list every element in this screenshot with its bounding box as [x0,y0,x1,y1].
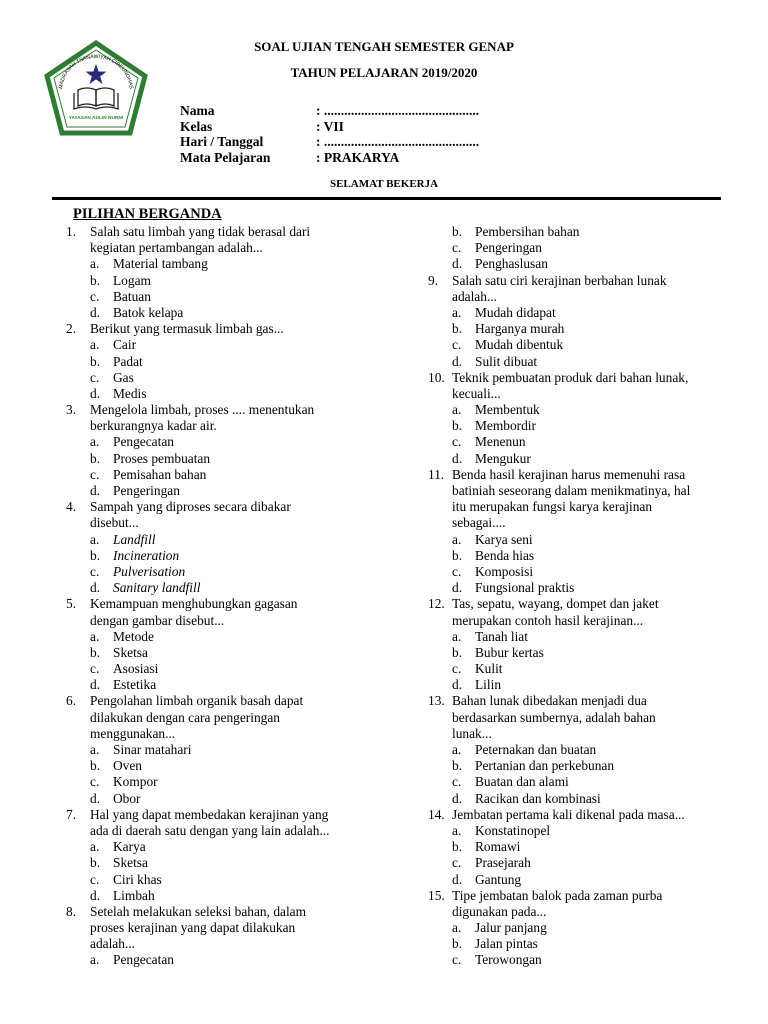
question-text: adalah... [452,288,497,304]
question-text: proses kerajinan yang dapat dilakukan [90,920,296,936]
option-letter: a. [90,256,100,272]
option-letter: b. [452,418,463,434]
question-text: disebut... [90,515,139,531]
option-text: Romawi [475,839,521,855]
answer-option [428,774,728,790]
option-letter: c. [452,337,462,353]
option-text: Terowongan [475,952,542,968]
question-column-left [66,224,366,969]
answer-option [66,855,366,871]
option-letter: c. [90,563,100,579]
option-text: Pulverisation [113,563,186,579]
question-text: berkurangnya kadar air. [90,418,217,434]
question-continuation [66,823,366,839]
greeting: SELAMAT BEKERJA [329,178,439,190]
option-text: Landfill [113,531,156,547]
option-text: Sketsa [113,855,148,871]
answer-option [428,742,728,758]
question-line [66,807,366,823]
option-letter: c. [452,240,462,256]
option-letter: b. [452,224,463,239]
question-line [66,693,366,709]
question-text: berdasarkan sumbernya, adalah bahan [452,709,656,725]
option-text: Jalur panjang [475,920,547,936]
question-continuation [66,613,366,629]
question-line [66,224,366,240]
option-text: Incineration [113,547,180,563]
question-text: Tas, sepatu, wayang, dompet dan jaket [452,596,659,612]
answer-option [66,580,366,596]
question-text: Benda hasil kerajinan harus memenuhi rasa [452,466,686,482]
option-letter: a. [90,337,100,353]
question-line [66,904,366,920]
question-text: Bahan lunak dibedakan menjadi dua [452,693,647,709]
option-letter: b. [452,839,463,855]
answer-option [66,677,366,693]
question-continuation [66,920,366,936]
option-text: Medis [113,385,147,401]
question-text: Pengolahan limbah organik basah dapat [90,693,304,709]
question-continuation [66,726,366,742]
option-letter: b. [90,450,101,466]
option-text: Pengecatan [113,952,174,968]
option-text: Tanah liat [475,628,528,644]
answer-option [66,888,366,904]
option-text: Oven [113,758,143,774]
answer-option [66,774,366,790]
option-text: Pengeringan [475,240,542,256]
option-text: Metode [113,628,154,644]
question-text: Kemampuan menghubungkan gagasan [90,596,298,612]
question-text: digunakan pada... [452,903,547,919]
question-text: Sampah yang diproses secara dibakar [90,499,291,515]
answer-option [66,645,366,661]
question-text: Salah satu ciri kerajinan berbahan lunak [452,272,667,288]
question-continuation [66,710,366,726]
option-text: Sinar matahari [113,742,192,757]
option-text: Gas [113,369,134,385]
question-line [428,596,728,612]
answer-option [428,677,728,693]
option-text: Limbah [113,887,155,903]
option-text: Membordir [475,418,536,434]
answer-option [428,580,728,596]
option-text: Sulit dibuat [475,353,538,369]
answer-option [428,839,728,855]
option-letter: c. [90,871,100,887]
question-continuation [428,483,728,499]
answer-option [66,370,366,386]
option-letter: d. [452,580,463,596]
option-letter: b. [90,353,101,369]
option-text: Kompor [113,774,158,790]
answer-option [428,564,728,580]
question-continuation [66,936,366,952]
question-number: 15. [428,887,445,903]
option-letter: b. [452,758,463,774]
option-letter: c. [90,466,100,482]
question-number: 1. [66,224,77,239]
option-letter: a. [452,920,462,936]
option-text: Bubur kertas [475,644,544,660]
question-continuation [428,904,728,920]
question-line [428,888,728,904]
question-column-right [428,224,728,969]
option-letter: d. [90,385,101,401]
info-label: Mata Pelajaran [180,149,271,165]
option-text: Membentuk [475,402,540,418]
answer-option [66,289,366,305]
question-continuation [428,613,728,629]
academic-year: TAHUN PELAJARAN 2019/2020 [290,65,478,80]
info-value: : PRAKARYA [316,149,400,165]
answer-option [428,354,728,370]
question-continuation [428,386,728,402]
question-continuation [428,289,728,305]
option-letter: a. [90,742,100,757]
answer-option [428,224,728,240]
option-text: Ciri khas [113,871,162,887]
option-letter: b. [452,321,463,337]
question-line [66,596,366,612]
question-line [66,499,366,515]
answer-option [428,451,728,467]
answer-option [66,661,366,677]
question-text: lunak... [452,725,492,741]
option-text: Fungsional praktis [475,580,575,596]
info-row-name [180,103,479,119]
option-text: Menenun [475,434,526,450]
option-letter: d. [452,353,463,369]
answer-option [428,434,728,450]
option-letter: a. [452,742,462,757]
answer-option [66,952,366,968]
question-line [428,370,728,386]
option-text: Batok kelapa [113,304,184,320]
option-text: Peternakan dan buatan [475,742,597,757]
question-line [428,807,728,823]
option-text: Gantung [475,871,522,887]
option-text: Buatan dan alami [475,774,569,790]
question-text: batiniah seseorang dalam menikmatinya, hal [452,483,691,498]
question-text: menggunakan... [90,725,176,741]
option-letter: c. [452,952,462,968]
option-text: Penghaslusan [475,256,548,272]
question-number: 4. [66,499,77,515]
answer-option [66,467,366,483]
option-text: Batuan [113,288,151,304]
question-text: adalah... [90,936,135,952]
question-text: merupakan contoh hasil kerajinan... [452,612,644,628]
school-logo-graphic [44,40,148,136]
option-letter: c. [452,434,462,450]
question-continuation [428,726,728,742]
option-text: Sketsa [113,644,148,660]
option-text: Pertanian dan perkebunan [475,758,615,774]
question-text: dilakukan dengan cara pengeringan [90,709,280,725]
option-text: Cair [113,337,137,353]
option-letter: d. [90,677,101,693]
question-text: Salah satu limbah yang tidak berasal dari [90,224,311,239]
question-number: 11. [428,466,445,482]
question-text: Berikut yang termasuk limbah gas... [90,321,284,337]
student-info [180,103,479,165]
option-letter: d. [90,580,101,596]
option-letter: c. [452,661,462,677]
option-letter: a. [90,434,100,450]
option-letter: c. [90,369,100,385]
option-text: Sanitary landfill [113,580,201,596]
option-text: Pembersihan bahan [475,224,580,239]
info-label: Kelas [180,118,213,134]
option-letter: d. [90,887,101,903]
option-letter: b. [452,547,463,563]
answer-option [428,532,728,548]
header-divider [52,197,721,200]
answer-option [66,629,366,645]
answer-option [66,548,366,564]
answer-option [428,952,728,968]
option-text: Harganya murah [475,321,565,337]
option-text: Estetika [113,677,157,693]
answer-option [428,418,728,434]
option-letter: b. [90,272,101,288]
info-row-date [180,134,479,150]
question-text: Teknik pembuatan produk dari bahan lunak, [452,369,689,385]
answer-option [428,936,728,952]
question-number: 6. [66,693,77,709]
info-label: Hari / Tanggal [180,134,264,149]
option-letter: b. [90,547,101,563]
option-text: Pengecatan [113,434,174,450]
answer-option [66,305,366,321]
option-letter: d. [90,790,101,806]
option-letter: a. [452,304,462,320]
option-letter: c. [90,288,100,304]
answer-option [66,564,366,580]
option-text: Pemisahan bahan [113,466,207,482]
question-line [428,273,728,289]
answer-option [66,742,366,758]
option-letter: a. [452,531,462,547]
question-number: 14. [428,806,445,822]
info-value: : .............................................. [316,103,480,118]
question-line [428,693,728,709]
option-letter: b. [452,644,463,660]
question-line [66,402,366,418]
info-value: : VII [316,118,344,134]
answer-option [66,483,366,499]
question-number: 9. [428,272,439,288]
question-number: 12. [428,596,445,612]
option-letter: d. [452,450,463,466]
answer-option [428,791,728,807]
option-letter: d. [452,871,463,887]
option-letter: d. [452,256,463,272]
question-text: kecuali... [452,385,501,401]
option-text: Prasejarah [475,855,531,871]
option-letter: c. [452,774,462,790]
option-text: Mudah didapat [475,304,556,320]
option-letter: b. [90,855,101,871]
answer-option [66,532,366,548]
answer-option [66,354,366,370]
question-continuation [66,515,366,531]
option-text: Proses pembuatan [113,450,211,466]
option-letter: d. [90,483,101,498]
answer-option [428,256,728,272]
question-number: 7. [66,806,77,822]
option-text: Obor [113,790,141,806]
answer-option [428,305,728,321]
question-continuation [428,710,728,726]
question-number: 10. [428,369,445,385]
question-text: Tipe jembatan balok pada zaman purba [452,887,663,903]
answer-option [66,256,366,272]
answer-option [66,758,366,774]
answer-option [428,661,728,677]
answer-option [428,855,728,871]
option-letter: a. [452,628,462,644]
option-letter: c. [452,855,462,871]
answer-option [428,758,728,774]
option-letter: b. [452,936,463,952]
question-text: Setelah melakukan seleksi bahan, dalam [90,903,307,919]
option-letter: a. [452,822,462,838]
info-row-class [180,119,479,135]
answer-option [66,434,366,450]
question-text: Jembatan pertama kali dikenal pada masa... [452,806,685,822]
option-text: Mudah dibentuk [475,337,564,353]
question-text: kegiatan pertambangan adalah... [90,240,263,256]
info-value: : .............................................. [316,134,480,149]
question-number: 3. [66,402,77,418]
info-label: Nama [180,103,215,118]
question-continuation [66,418,366,434]
section-title: PILIHAN BERGANDA [73,206,222,222]
answer-option [428,645,728,661]
answer-option [428,402,728,418]
question-text: dengan gambar disebut... [90,612,225,628]
option-letter: c. [90,774,100,790]
option-text: Karya [113,839,146,855]
option-letter: a. [90,839,100,855]
question-text: ada di daerah satu dengan yang lain adalah... [90,822,330,838]
answer-option [428,321,728,337]
option-text: Kulit [475,661,503,677]
option-letter: a. [90,531,100,547]
question-text: itu merupakan fungsi karya kerajinan [452,499,653,515]
answer-option [66,872,366,888]
question-number: 5. [66,596,77,612]
option-letter: a. [90,628,100,644]
option-letter: b. [90,644,101,660]
answer-option [66,839,366,855]
school-logo [44,40,148,136]
answer-option [66,273,366,289]
exam-title: SOAL UJIAN TENGAH SEMESTER GENAP [254,39,514,54]
option-letter: d. [452,677,463,693]
question-continuation [428,515,728,531]
option-letter: a. [90,952,100,968]
option-text: Pengeringan [113,483,180,498]
option-letter: c. [90,661,100,677]
option-text: Padat [113,353,143,369]
svg-text:MADRASAH TSANAWIYAH CIREUNGHAS: MADRASAH TSANAWIYAH CIREUNGHAS [58,53,134,90]
info-row-subject [180,150,479,166]
answer-option [428,920,728,936]
svg-text:YAYASAN ADLIN NURNI: YAYASAN ADLIN NURNI [68,116,124,121]
answer-option [428,629,728,645]
question-number: 8. [66,903,77,919]
option-letter: a. [452,402,462,418]
question-continuation [66,240,366,256]
question-text: Mengelola limbah, proses .... menentukan [90,402,315,418]
question-line [66,321,366,337]
option-text: Lilin [475,677,502,693]
answer-option [66,337,366,353]
question-text: Hal yang dapat membedakan kerajinan yang [90,806,329,822]
option-text: Material tambang [113,256,208,272]
answer-option [66,791,366,807]
answer-option [428,548,728,564]
option-text: Benda hias [475,547,535,563]
answer-option [66,451,366,467]
answer-option [428,240,728,256]
option-text: Mengukur [475,450,531,466]
answer-option [428,823,728,839]
option-letter: b. [90,758,101,774]
option-text: Racikan dan kombinasi [475,790,601,806]
option-letter: d. [452,790,463,806]
option-letter: c. [452,563,462,579]
option-text: Asosiasi [113,661,159,677]
option-text: Logam [113,272,151,288]
option-text: Konstatinopel [475,822,551,838]
question-number: 2. [66,321,77,337]
option-text: Komposisi [475,563,534,579]
option-letter: d. [90,304,101,320]
question-text: sebagai.... [452,515,506,531]
question-continuation [428,499,728,515]
question-line [428,467,728,483]
option-text: Jalan pintas [475,936,538,952]
answer-option [428,872,728,888]
answer-option [428,337,728,353]
option-text: Karya seni [475,531,533,547]
question-number: 13. [428,693,445,709]
answer-option [66,386,366,402]
